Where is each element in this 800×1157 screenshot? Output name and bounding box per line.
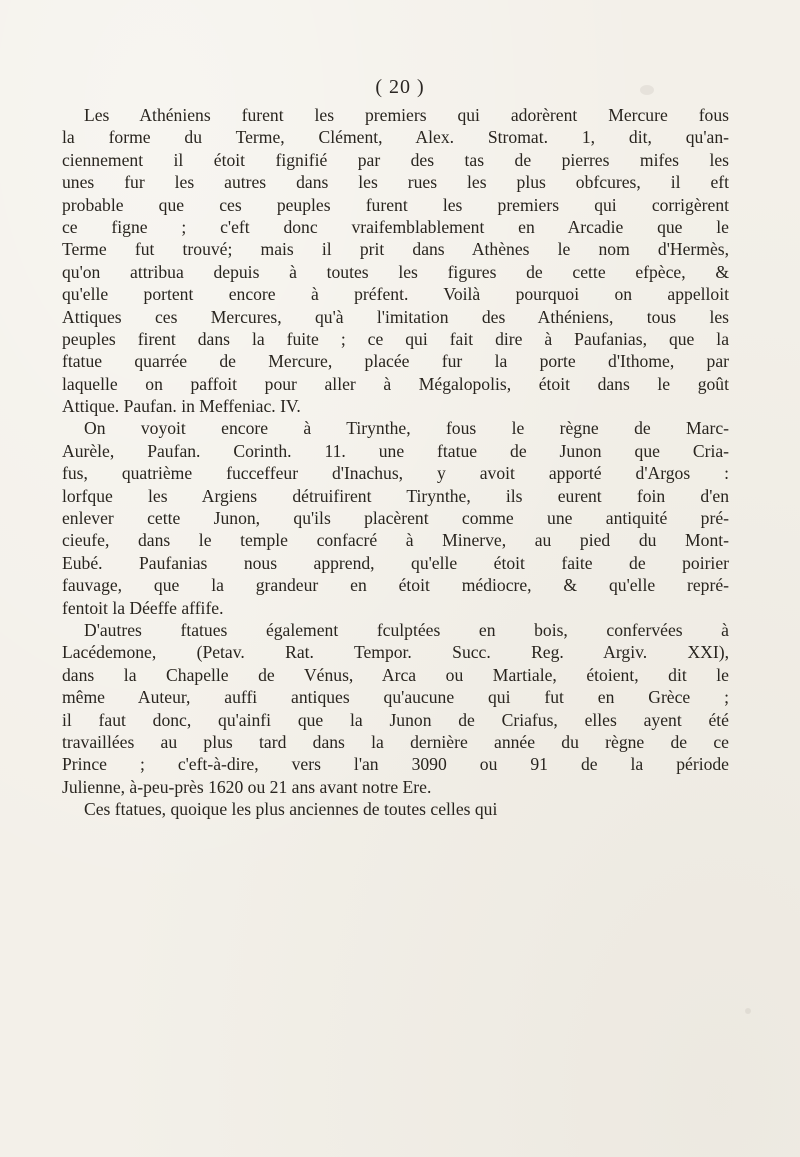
- text-line: la forme du Terme, Clément, Alex. Stromat. 1, dit, qu'an-: [62, 127, 729, 148]
- text-line: ftatue quarrée de Mercure, placée fur la porte d'Ithome, par: [62, 351, 729, 372]
- text-line: fentoit la Déeffe affife.: [62, 597, 224, 618]
- text-line: peuples firent dans la fuite ; ce qui fait dire à Paufanias, que la: [62, 328, 729, 349]
- text-line: fus, quatrième fucceffeur d'Inachus, y avoit apporté d'Argos :: [62, 463, 729, 484]
- text-line: cieufe, dans le temple confacré à Minerve, au pied du Mont-: [62, 530, 729, 551]
- text-line: Les Athéniens furent les premiers qui adorèrent Mercure fous: [84, 105, 729, 125]
- text-line: Attiques ces Mercures, qu'à l'imitation des Athéniens, tous les: [62, 306, 729, 327]
- text-line: Prince ; c'eft-à-dire, vers l'an 3090 ou 91 de la période: [62, 754, 729, 775]
- text-line: On voyoit encore à Tirynthe, fous le règne de Marc-: [84, 418, 729, 439]
- text-line: il faut donc, qu'ainfi que la Junon de Criafus, elles ayent été: [62, 709, 729, 730]
- text-line: Lacédemone, (Petav. Rat. Tempor. Succ. Reg. Argiv. XXI),: [62, 642, 729, 663]
- text-line: laquelle on paffoit pour aller à Mégalopolis, étoit dans le goût: [62, 373, 729, 394]
- text-line: Attique. Paufan. in Meffeniac. IV.: [62, 396, 301, 417]
- text-line: unes fur les autres dans les rues les plus obfcures, il eft: [62, 172, 729, 193]
- text-line: Ces ftatues, quoique les plus anciennes de toutes celles qui: [84, 799, 498, 820]
- page-number: ( 20 ): [375, 76, 425, 98]
- text-line: enlever cette Junon, qu'ils placèrent comme une antiquité pré-: [62, 508, 729, 529]
- paper-stain: [745, 1008, 751, 1014]
- text-line: travaillées au plus tard dans la dernière année du règne de ce: [62, 731, 729, 752]
- text-line: qu'on attribua depuis à toutes les figures de cette efpèce, &: [62, 261, 729, 282]
- body-text: [62, 104, 729, 821]
- text-line: même Auteur, auffi antiques qu'aucune qui fut en Grèce ;: [62, 687, 729, 708]
- text-line: Terme fut trouvé; mais il prit dans Athènes le nom d'Hermès,: [62, 239, 729, 260]
- text-line: D'autres ftatues également fculptées en bois, confervées à: [84, 619, 729, 640]
- text-line: lorfque les Argiens détruifirent Tirynthe, ils eurent foin d'en: [62, 485, 729, 506]
- text-line: ce figne ; c'eft donc vraifemblablement en Arcadie que le: [62, 216, 729, 237]
- text-line: Julienne, à-peu-près 1620 ou 21 ans avant notre Ere.: [62, 776, 432, 797]
- text-line: dans la Chapelle de Vénus, Arca ou Martiale, étoient, dit le: [62, 664, 729, 685]
- text-line: Eubé. Paufanias nous apprend, qu'elle étoit faite de poirier: [62, 552, 729, 573]
- text-line: ciennement il étoit fignifié par des tas de pierres mifes les: [62, 149, 729, 170]
- text-line: qu'elle portent encore à préfent. Voilà pourquoi on appelloit: [62, 284, 729, 305]
- text-line: Aurèle, Paufan. Corinth. 11. une ftatue de Junon que Cria-: [62, 440, 729, 461]
- text-line: probable que ces peuples furent les premiers qui corrigèrent: [62, 194, 729, 215]
- text-line: fauvage, que la grandeur en étoit médiocre, & qu'elle repré-: [62, 575, 729, 596]
